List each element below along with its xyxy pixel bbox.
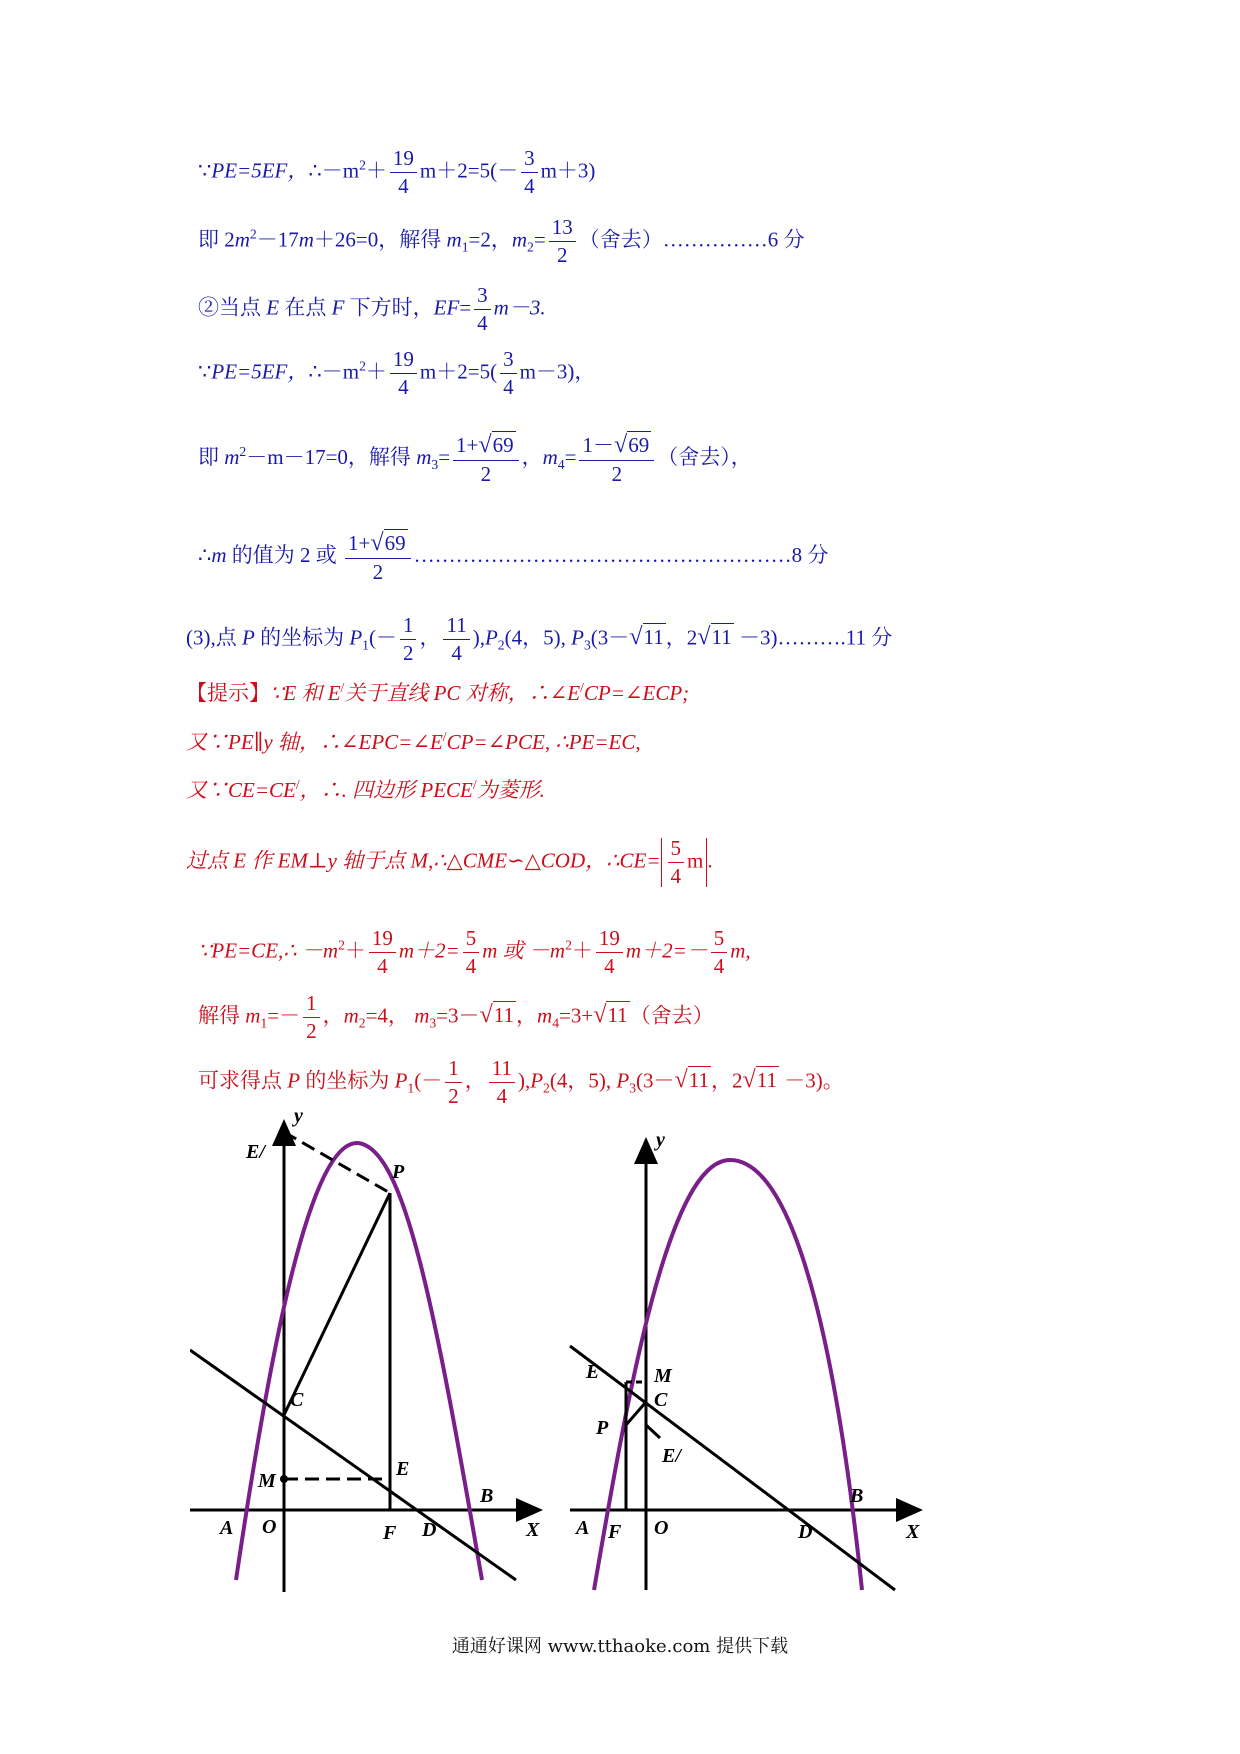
text: ＋	[365, 359, 387, 384]
solution-line-7	[186, 615, 892, 664]
hint-line-4	[186, 838, 713, 887]
numerator: 11	[443, 615, 469, 640]
sqrt: √69	[478, 431, 514, 458]
denominator: 4	[524, 174, 535, 198]
var: F	[331, 295, 345, 320]
text: ，2	[711, 1068, 743, 1093]
text: 1+	[348, 531, 371, 555]
text: =2，	[468, 227, 512, 252]
segment-pc	[284, 1193, 390, 1415]
score-marker: －3)……….11 分	[733, 625, 893, 650]
label-x: X	[906, 1521, 920, 1543]
superscript: 2	[359, 157, 366, 173]
prime: /	[442, 729, 447, 744]
fraction-19-4	[390, 349, 417, 398]
text: ，	[521, 444, 543, 469]
text: 即 2	[198, 227, 235, 252]
var: P	[571, 625, 584, 650]
fraction-5-4	[668, 838, 685, 887]
text: =－	[267, 1003, 301, 1028]
text: PE=5EF，	[211, 158, 309, 183]
text: －m－17=0，解得	[246, 444, 417, 469]
text: ②当点	[198, 295, 267, 320]
point-eprime-dot	[281, 1129, 287, 1135]
text: 1+	[456, 433, 479, 457]
text: ∵E 和 E	[270, 681, 341, 705]
subscript: 2	[497, 637, 505, 653]
denominator: 2	[556, 243, 568, 267]
subscript: 2	[358, 1015, 366, 1031]
label-m: M	[654, 1365, 672, 1387]
denominator: 4	[503, 375, 514, 399]
denominator: 4	[465, 954, 477, 978]
numerator	[579, 433, 654, 461]
label-a: A	[220, 1517, 234, 1539]
text: 在点	[279, 295, 332, 320]
var: P	[349, 625, 363, 650]
text: ，	[322, 1003, 344, 1028]
var: m	[245, 1003, 261, 1028]
label-a: A	[576, 1517, 590, 1539]
radicand: 11	[688, 1068, 710, 1093]
superscript: 2	[249, 226, 257, 242]
text: ),	[472, 625, 485, 650]
numerator: 3	[500, 349, 517, 374]
prime: /	[295, 777, 300, 792]
var: m	[343, 1003, 359, 1028]
subscript: 3	[583, 637, 591, 653]
text: 的坐标为	[254, 625, 350, 650]
text: (3－	[636, 1068, 675, 1093]
text: ，	[464, 1068, 486, 1093]
denominator: 4	[398, 375, 409, 399]
label-f: F	[383, 1522, 397, 1544]
fraction-11-4	[443, 615, 469, 664]
denominator: 4	[451, 641, 462, 665]
fraction-1-2	[400, 615, 417, 664]
radicand: 69	[384, 531, 406, 555]
subscript: 1	[461, 239, 469, 255]
superscript: 2	[565, 937, 572, 953]
fraction-root69-plus	[453, 433, 519, 485]
label-b: B	[480, 1485, 494, 1507]
point-m-dot	[280, 1475, 288, 1483]
numerator: 5	[463, 928, 480, 953]
text: 下方时，	[344, 295, 434, 320]
subscript: 4	[557, 457, 565, 473]
denominator: 4	[377, 954, 388, 978]
sqrt: √11	[629, 623, 664, 651]
label-x: X	[526, 1519, 540, 1541]
text: 又∵CE=CE	[186, 778, 296, 802]
score-marker: ………………………………………………8 分	[413, 542, 829, 567]
text: －3)。	[779, 1068, 844, 1093]
figure-2	[560, 1120, 940, 1600]
hint-line-1	[186, 681, 689, 704]
text: 解得	[198, 1003, 246, 1028]
label-eprime: E/	[662, 1445, 681, 1467]
text: =	[438, 444, 451, 469]
var: P	[616, 1068, 630, 1093]
text: －	[497, 158, 519, 183]
text: 1－	[582, 433, 614, 457]
text: m,	[730, 938, 751, 963]
text: ，∴. 四边形 PECE	[299, 778, 473, 802]
fraction-3-4	[500, 349, 517, 398]
text: m＋3)	[540, 158, 596, 183]
text: ，	[419, 625, 441, 650]
fraction-5-4	[463, 928, 480, 977]
solution-line-6	[198, 531, 828, 583]
text: －m	[321, 359, 360, 384]
solution-line-2	[198, 217, 804, 266]
solution-line-4	[198, 349, 595, 398]
denominator: 4	[496, 1084, 508, 1108]
label-e: E	[396, 1458, 410, 1480]
denominator: 2	[306, 1019, 317, 1043]
segment-c-eprime	[646, 1425, 660, 1438]
numerator: 19	[390, 349, 417, 374]
text: －17	[256, 227, 299, 252]
fraction-13-2	[549, 217, 576, 266]
label-e: E	[586, 1361, 600, 1383]
text: (3),点	[186, 625, 242, 650]
subscript: 1	[260, 1015, 268, 1031]
label-o: O	[654, 1517, 669, 1539]
numerator	[345, 531, 411, 559]
text: ＋	[344, 938, 366, 963]
fraction-19-4	[369, 928, 396, 977]
var: P	[484, 625, 498, 650]
var: m	[446, 227, 462, 252]
text: (4，5),	[549, 1068, 617, 1093]
numerator: 19	[390, 148, 417, 173]
text: =	[533, 227, 546, 252]
text: =3+	[559, 1003, 594, 1028]
text: m＋2=－	[625, 938, 708, 963]
numerator: 19	[369, 928, 396, 953]
text: ),	[517, 1068, 531, 1093]
var: m	[414, 1003, 430, 1028]
var: m	[211, 542, 227, 567]
sqrt: √69	[370, 529, 406, 556]
line-cd	[190, 1350, 516, 1580]
fraction-3-4	[474, 285, 491, 334]
therefore-symbol: ∴	[308, 359, 322, 384]
prime: /	[472, 777, 477, 792]
therefore-symbol: ∴	[308, 158, 322, 183]
text: 的坐标为	[300, 1068, 395, 1093]
text: (－	[368, 625, 397, 650]
solution-line-1	[198, 148, 595, 197]
solution-line-5	[198, 433, 752, 485]
text: ∵PE=CE,∴ －m	[198, 938, 339, 963]
sqrt: √11	[697, 623, 732, 651]
subscript: 3	[629, 1080, 637, 1096]
parabola	[594, 1160, 862, 1590]
because-symbol: ∵	[198, 158, 212, 183]
text: ＋	[365, 158, 387, 183]
denominator: 2	[480, 462, 492, 487]
label-eprime: E/	[246, 1141, 265, 1163]
sqrt: √69	[613, 431, 650, 458]
sqrt: √11	[742, 1066, 777, 1094]
numerator: 11	[489, 1058, 515, 1083]
var: E	[266, 295, 280, 320]
radicand: 11	[756, 1068, 777, 1093]
text: =	[459, 295, 472, 320]
text: m＋2=	[398, 938, 460, 963]
superscript: 2	[359, 358, 366, 374]
numerator: 1	[400, 615, 417, 640]
superscript: 2	[338, 937, 345, 953]
fraction-11-4	[489, 1058, 515, 1107]
solution-line-3	[198, 285, 546, 334]
var: P	[287, 1068, 301, 1093]
text: ＋26=0，解得	[313, 227, 447, 252]
text: 关于直线 PC 对称，∴∠E	[344, 681, 581, 705]
figure-1	[190, 1110, 570, 1610]
fraction-5-4	[711, 928, 728, 977]
text: m－3.	[493, 295, 546, 320]
text: PE=5EF，	[211, 359, 309, 384]
text: m－3)，	[519, 359, 596, 384]
denominator: 2	[611, 462, 623, 487]
denominator: 4	[477, 311, 488, 335]
var: m	[542, 444, 558, 469]
label-f: F	[608, 1521, 622, 1543]
var: P	[530, 1068, 544, 1093]
text: =3－	[436, 1003, 480, 1028]
label-p: P	[392, 1161, 405, 1183]
label-y: y	[294, 1110, 303, 1127]
text: .	[707, 848, 713, 873]
prime: /	[340, 680, 345, 695]
text: ＋	[571, 938, 593, 963]
fraction-root69	[345, 531, 411, 583]
label-y: y	[656, 1129, 665, 1151]
segment-eprime-p	[284, 1132, 390, 1193]
fraction-root69-minus	[579, 433, 654, 485]
label-d: D	[422, 1519, 437, 1541]
text: ，	[516, 1003, 538, 1028]
prime: /	[580, 680, 584, 695]
label-d: D	[798, 1521, 813, 1543]
var: m	[224, 444, 240, 469]
absolute-value	[661, 838, 708, 887]
subscript: 2	[527, 239, 534, 255]
parabola	[236, 1143, 482, 1580]
var: P	[394, 1068, 408, 1093]
subscript: 1	[407, 1080, 415, 1096]
text: －m	[321, 158, 360, 183]
hint-line-6	[198, 993, 714, 1042]
label-c: C	[654, 1389, 668, 1411]
text: 过点 E 作 EM⊥y 轴于点 M,∴△CME∽△COD，∴CE=	[186, 848, 661, 873]
radicand: 69	[628, 433, 650, 457]
subscript: 2	[543, 1080, 550, 1096]
text: 可求得点	[198, 1068, 288, 1093]
score-marker: ……………6 分	[662, 227, 805, 252]
because-symbol: ∵	[198, 359, 212, 384]
label-m: M	[258, 1470, 276, 1492]
denominator: 2	[402, 641, 414, 665]
var: m	[416, 444, 432, 469]
text: 为菱形.	[476, 778, 545, 802]
fraction-19-4	[596, 928, 623, 977]
var: m	[687, 848, 704, 873]
text: （舍去），	[657, 444, 752, 469]
text: （舍去）	[578, 227, 663, 252]
text: （舍去）	[629, 1003, 714, 1028]
fraction-1-2	[303, 993, 320, 1042]
numerator: 13	[549, 217, 576, 242]
footer: 通通好课网 www.tthaoke.com 提供下载	[451, 1636, 789, 1657]
fraction-1-2	[445, 1058, 462, 1107]
label-c: C	[290, 1389, 304, 1411]
var: EF	[433, 295, 460, 320]
numerator: 19	[596, 928, 623, 953]
denominator: 4	[670, 864, 681, 888]
radicand: 11	[711, 625, 732, 650]
hint-label: 【提示】	[186, 681, 270, 705]
denominator: 4	[604, 954, 615, 978]
subscript: 3	[429, 1015, 437, 1031]
label-p: P	[596, 1417, 609, 1439]
hint-line-2	[186, 730, 641, 753]
text: (3－	[590, 625, 630, 650]
superscript: 2	[239, 443, 247, 459]
text: ，2	[665, 625, 698, 650]
numerator: 5	[711, 928, 728, 953]
var: m	[298, 227, 314, 252]
subscript: 1	[362, 637, 369, 653]
numerator: 3	[474, 285, 491, 310]
var: P	[242, 625, 255, 650]
denominator: 4	[713, 954, 725, 978]
text: 即	[198, 444, 225, 469]
numerator: 3	[521, 148, 538, 173]
label-o: O	[262, 1516, 277, 1538]
text: 的值为 2 或	[226, 542, 343, 567]
hint-line-5	[198, 928, 751, 977]
denominator: 2	[372, 560, 384, 585]
text: =4，	[365, 1003, 415, 1028]
text: =	[564, 444, 577, 469]
numerator: 1	[445, 1058, 462, 1083]
radicand: 11	[493, 1003, 515, 1028]
text: (4，5),	[504, 625, 572, 650]
var: m	[234, 227, 250, 252]
fraction-19-4	[390, 148, 417, 197]
text: m＋2=5(	[419, 158, 498, 183]
radicand: 11	[643, 625, 664, 650]
text: CP=∠ECP;	[583, 681, 690, 705]
text: (－	[414, 1068, 443, 1093]
text: 又∵PE∥y 轴，∴∠EPC=∠E	[186, 730, 443, 754]
text: m＋2=5(	[419, 359, 498, 384]
sqrt: √11	[674, 1066, 710, 1094]
subscript: 4	[552, 1015, 560, 1031]
var: m	[537, 1003, 553, 1028]
radicand: 11	[607, 1003, 628, 1028]
fraction-3-4	[521, 148, 538, 197]
subscript: 3	[431, 457, 439, 473]
hint-line-7	[198, 1058, 844, 1107]
hint-line-3	[186, 778, 545, 801]
numerator: 5	[668, 838, 685, 863]
var: m	[511, 227, 528, 252]
sqrt: √11	[479, 1001, 515, 1029]
denominator: 4	[398, 174, 409, 198]
radicand: 69	[492, 433, 514, 457]
therefore-symbol: ∴	[198, 542, 212, 567]
text: CP=∠PCE, ∴PE=EC,	[446, 730, 641, 754]
denominator: 2	[448, 1084, 459, 1108]
numerator	[453, 433, 519, 461]
label-b: B	[850, 1485, 864, 1507]
text: m 或 －m	[482, 938, 566, 963]
numerator: 1	[303, 993, 320, 1018]
sqrt: √11	[593, 1001, 628, 1029]
